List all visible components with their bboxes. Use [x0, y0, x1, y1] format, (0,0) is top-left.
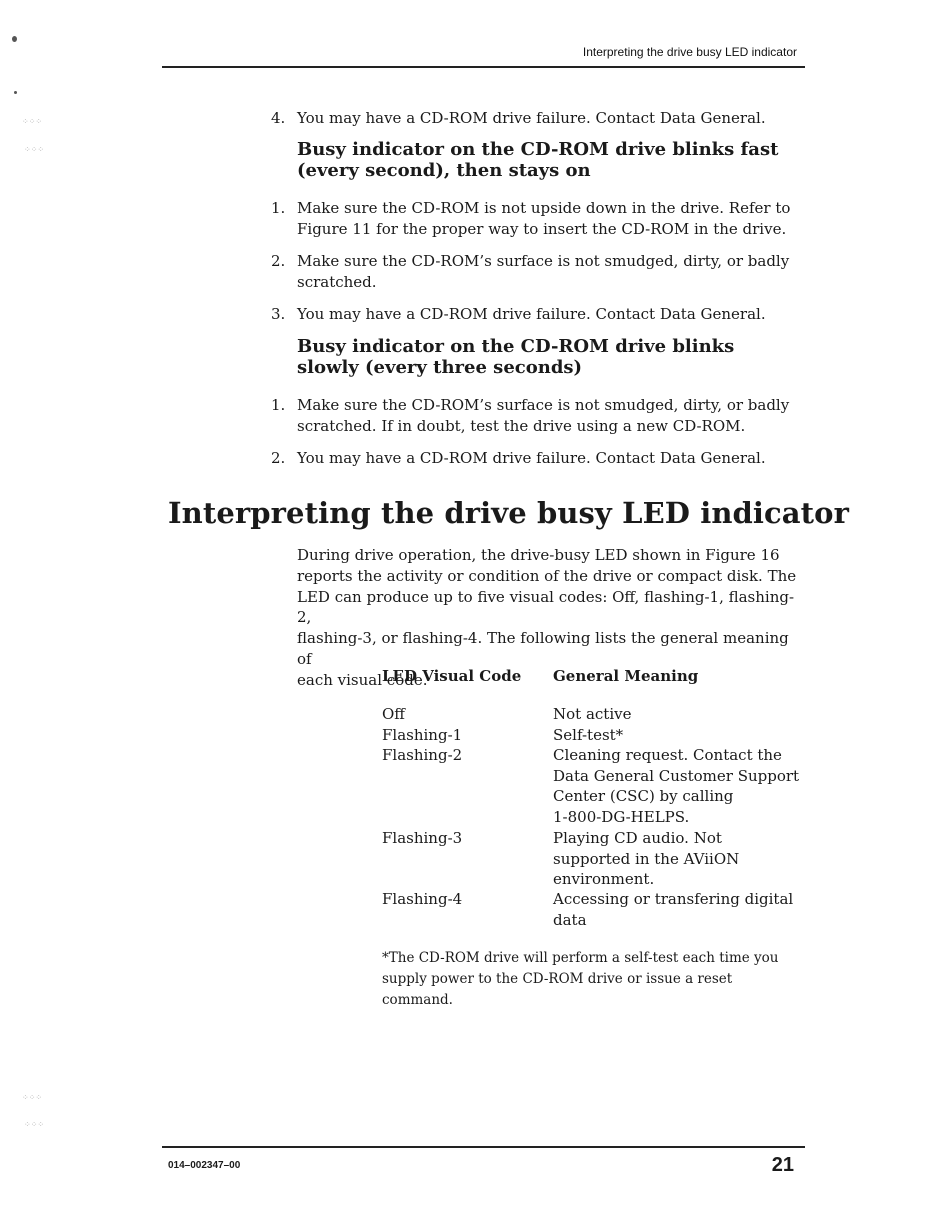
scan-smudge: ⁘⁘⁘	[24, 145, 45, 154]
list-item-line: scratched. If in doubt, test the drive using a new CD-ROM.	[297, 417, 746, 435]
list-item	[271, 448, 797, 469]
list-item	[271, 198, 797, 240]
meaning-line: Not active	[553, 705, 632, 723]
meaning-line: 1-800-DG-HELPS.	[553, 807, 690, 826]
intro-paragraph	[297, 545, 802, 691]
list-item-number: 1.	[271, 199, 286, 217]
meaning-line: Cleaning request. Contact the	[553, 746, 782, 764]
list-item-line: Make sure the CD-ROM is not upside down in the drive. Refer to	[297, 199, 791, 217]
meaning-line: environment.	[553, 870, 655, 889]
list-item-line: You may have a CD-ROM drive failure. Contact Data General.	[297, 305, 766, 323]
subhead-line: Busy indicator on the CD-ROM drive blinks fast	[297, 139, 779, 160]
list-item-number: 2.	[271, 252, 286, 270]
scan-dot-mark	[12, 36, 17, 42]
table-cell-code: Flashing-2	[382, 746, 463, 764]
paragraph-line: flashing-3, or flashing-4. The following lists the general meaning of	[297, 629, 789, 668]
table-header-code: LED Visual Code	[382, 667, 522, 685]
list-item-number: 3.	[271, 305, 286, 323]
table-cell-meaning	[553, 704, 803, 725]
paragraph-line: each visual code.	[297, 670, 428, 689]
subhead-line: (every second), then stays on	[297, 160, 591, 181]
meaning-line: Playing CD audio. Not	[553, 829, 722, 847]
footnote-line: supply power to the CD-ROM drive or issue a reset command.	[382, 971, 733, 1008]
list-item-line: Make sure the CD-ROM’s surface is not smudged, dirty, or badly	[297, 396, 790, 414]
scan-dot-mark	[14, 91, 17, 94]
scan-smudge: ⁘⁘⁘	[24, 1120, 45, 1129]
list-item-number: 2.	[271, 449, 286, 467]
paragraph-line: reports the activity or condition of the drive or compact disk. The	[297, 566, 797, 585]
list-item-number: 4.	[271, 109, 286, 127]
subhead-line: slowly (every three seconds)	[297, 357, 583, 378]
table-footnote	[382, 948, 802, 1011]
list-item-number: 1.	[271, 396, 286, 414]
section-title: Interpreting the drive busy LED indicator	[168, 496, 849, 530]
table-cell-meaning	[553, 725, 803, 746]
table-cell-meaning	[553, 889, 803, 930]
list-item	[271, 304, 797, 325]
footer-rule	[162, 1146, 805, 1148]
scan-smudge: ⁘⁘⁘	[22, 117, 43, 126]
subhead-line: Busy indicator on the CD-ROM drive blinks	[297, 336, 735, 357]
meaning-line: data	[553, 910, 587, 929]
list-item	[271, 108, 797, 129]
list-item-text: You may have a CD-ROM drive failure. Contact Data General.	[297, 109, 766, 127]
table-cell-meaning	[553, 828, 803, 890]
subhead-blinks-slowly	[297, 336, 797, 378]
footnote-line: *The CD-ROM drive will perform a self-test each time you	[382, 950, 779, 966]
table-cell-meaning	[553, 745, 803, 827]
table-cell-code: Flashing-3	[382, 829, 463, 847]
meaning-line: Data General Customer Support	[553, 766, 800, 785]
table-cell-code: Flashing-4	[382, 890, 463, 908]
list-item	[271, 251, 797, 293]
list-item-line: Figure 11 for the proper way to insert the CD-ROM in the drive.	[297, 220, 787, 238]
document-number: 014–002347–00	[168, 1160, 241, 1171]
paragraph-line: LED can produce up to five visual codes: Off, flashing-1, flashing-2,	[297, 587, 795, 627]
table-header-meaning: General Meaning	[553, 667, 699, 685]
list-item	[271, 395, 797, 437]
meaning-line: Self-test*	[553, 726, 624, 744]
table-cell-code: Flashing-1	[382, 726, 463, 744]
meaning-line: Center (CSC) by calling	[553, 787, 734, 806]
list-item-line: scratched.	[297, 273, 377, 291]
table-cell-code: Off	[382, 705, 405, 723]
running-head: Interpreting the drive busy LED indicator	[582, 45, 797, 59]
header-rule	[162, 66, 805, 68]
scan-smudge: ⁘⁘⁘	[22, 1093, 43, 1102]
meaning-line: Accessing or transfering digital	[553, 890, 794, 908]
list-item-line: Make sure the CD-ROM’s surface is not smudged, dirty, or badly	[297, 252, 790, 270]
subhead-blinks-fast	[297, 139, 797, 181]
meaning-line: supported in the AViiON	[553, 849, 740, 868]
paragraph-line: During drive operation, the drive-busy LED shown in Figure 16	[297, 546, 780, 564]
list-item-line: You may have a CD-ROM drive failure. Contact Data General.	[297, 449, 766, 467]
page-number: 21	[771, 1154, 794, 1176]
